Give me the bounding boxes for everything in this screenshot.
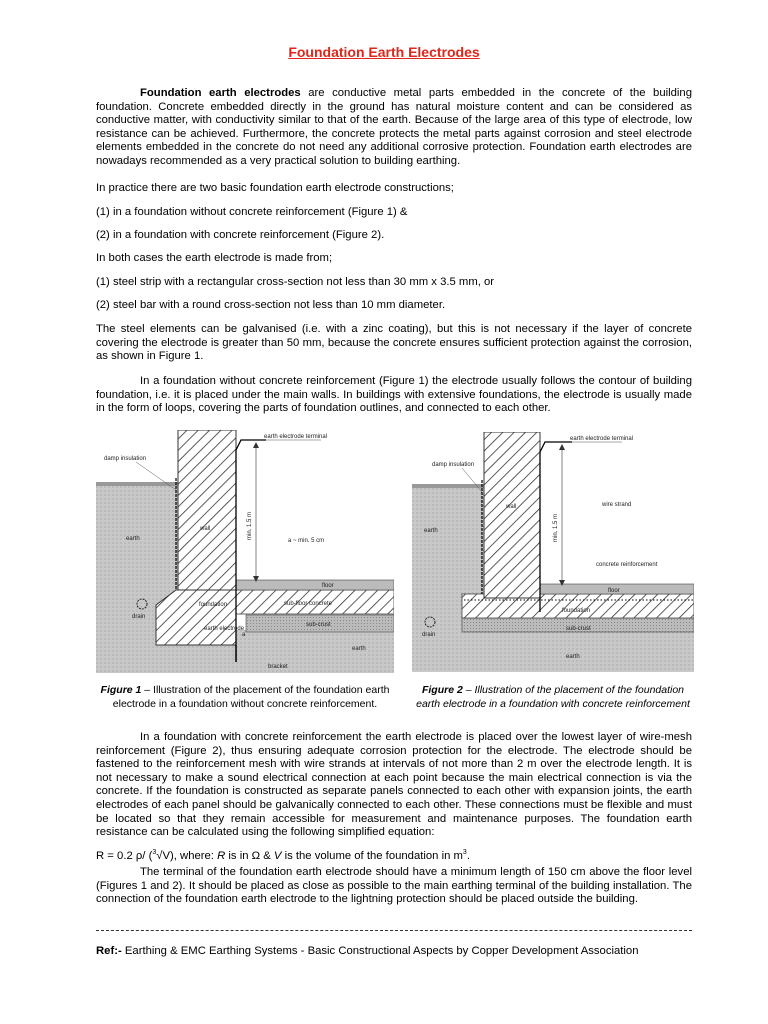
separator-line: [96, 930, 692, 932]
fig1-label-wall: wall: [200, 526, 211, 532]
fig1-label-subcrust: sub-crust: [306, 622, 331, 628]
fig1-label-a: a ~ min. 5 cm: [288, 538, 325, 544]
fig1-label-earth2: earth: [352, 646, 366, 652]
figure-1: [96, 430, 394, 673]
intro-paragraph: [96, 87, 692, 169]
practice-intro: In practice there are two basic foundation earth electrode constructions;: [96, 182, 454, 194]
intro-bold-lead: Foundation earth electrodes: [140, 87, 301, 99]
fig2-label-wire: wire strand: [602, 502, 632, 508]
figure-2: [412, 432, 694, 672]
figure-2-diagram: [412, 432, 694, 672]
fig2-label-min: min. 1.5 m: [553, 513, 559, 542]
fig2-label-reinforcement: concrete reinforcement: [596, 562, 658, 568]
construction-item-1: (1) in a foundation without concrete reinforcement (Figure 1) &: [96, 206, 408, 218]
fig2-label-subcrust: sub-crust: [566, 626, 591, 632]
with-reinforcement-paragraph: In a foundation with concrete reinforcement the earth electrode is placed over the lowest layer of wire-mesh reinforcement (Figure 2), thus ensuring adequate corrosion protection for the electrode. The electrode should be fastened to the reinforcement mesh with wire strands at intervals of not more than 2 m over the electrode length. It is not necessary to make a sound electrical connection at each point because the main electrical connection is via the concrete. If the foundation is constructed as separate panels connected to each other with expansion joints, the earth electrodes of each panel should be galvanically connected to each other. These connections must be flexible and must be located so that they remain accessible for measurement and maintenance purposes. The foundation earth resistance can be calculated using the following simplified equation:: [96, 731, 692, 839]
both-cases: In both cases the earth electrode is made from;: [96, 252, 333, 264]
reference-text: Earthing & EMC Earthing Systems - Basic Constructional Aspects by Copper Development Association: [121, 945, 639, 957]
terminal-paragraph: The terminal of the foundation earth electrode should have a minimum length of 150 cm above the floor level (Figures 1 and 2). It should be placed as close as possible to the main earthing terminal of the building installation. The connection of the foundation earth electrode to the lightning protection should be placed outside the building.: [96, 866, 692, 906]
figure-2-caption: [412, 684, 694, 711]
reference-label: Ref:-: [96, 945, 122, 957]
fig1-label-bracket: bracket: [268, 664, 288, 670]
figure-1-caption: [96, 684, 394, 711]
figure-2-caption-text: – Illustration of the placement of the foundation earth electrode in a foundation with concrete reinforcement: [416, 684, 690, 710]
fig1-label-floor: floor: [322, 583, 334, 589]
fig2-label-terminal: earth electrode terminal: [570, 436, 634, 442]
fig2-label-floor: floor: [608, 588, 620, 594]
galvanised-paragraph: The steel elements can be galvanised (i.e. with a zinc coating), but this is not necessary if the layer of concrete covering the electrode is greater than 50 mm, because the concrete ensures sufficient protection against the corrosion, as shown in Figure 1.: [96, 323, 692, 363]
material-item-1: (1) steel strip with a rectangular cross-section not less than 30 mm x 3.5 mm, or: [96, 276, 495, 288]
fig1-label-terminal: earth electrode terminal: [264, 434, 328, 440]
figure-1-caption-label: Figure 1: [100, 684, 142, 696]
fig1-label-min: min. 1.5 m: [247, 511, 253, 540]
fig1-label-foundation: foundation: [199, 602, 228, 608]
material-item-2: (2) steel bar with a round cross-section not less than 10 mm diameter.: [96, 299, 446, 311]
construction-item-2: (2) in a foundation with concrete reinforcement (Figure 2).: [96, 229, 385, 241]
page-title: Foundation Earth Electrodes: [288, 44, 480, 60]
figure-1-diagram: [96, 430, 394, 673]
figure-1-caption-text: – Illustration of the placement of the foundation earth electrode in a foundation without concrete reinforcement.: [112, 684, 390, 710]
fig1-label-drain: drain: [132, 614, 146, 620]
fig2-label-drain: drain: [422, 632, 436, 638]
fig2-label-wall: wall: [506, 504, 517, 510]
equation: R = 0.2 ρ/ ($^3$√V), where: R is in Ω & V is the volume of the foundation in $m^3$.: [96, 849, 470, 862]
fig1-label-earth-electrode: earth electrode: [204, 626, 245, 632]
fig2-label-earth2: earth: [566, 654, 580, 660]
fig2-label-damp: damp insulation: [432, 462, 475, 468]
fig1-label-a-small: a: [242, 632, 246, 638]
fig1-label-earth: earth: [126, 536, 140, 542]
intro-text: are conductive metal parts embedded in the concrete of the building foundation. Concrete embedded directly in the ground has natural moisture content and can be considered as conductive matter, with conductivity similar to that of the earth. Because of the large area of this type of electrode, low resistance can be achieved. Furthermore, the concrete protects the metal parts against corrosion and steel electrode elements embedded in the concrete do not need any additional corrosive protection. Foundation earth electrodes are nowadays recommended as a very practical solution to building earthing.: [96, 87, 692, 167]
fig2-label-earth: earth: [424, 528, 438, 534]
fig1-label-damp: damp insulation: [104, 456, 147, 462]
no-reinforcement-paragraph: In a foundation without concrete reinforcement (Figure 1) the electrode usually follows the contour of building foundation, i.e. it is placed under the main walls. In buildings with extensive foundations, the electrode is usually made in the form of loops, covering the parts of foundation outlines, and connected to each other.: [96, 375, 692, 415]
reference: [96, 945, 639, 957]
fig2-label-foundation: foundation: [562, 608, 591, 614]
figure-2-caption-label: Figure 2: [421, 684, 463, 696]
fig1-label-subfloor: sub-floor concrete: [284, 601, 333, 607]
